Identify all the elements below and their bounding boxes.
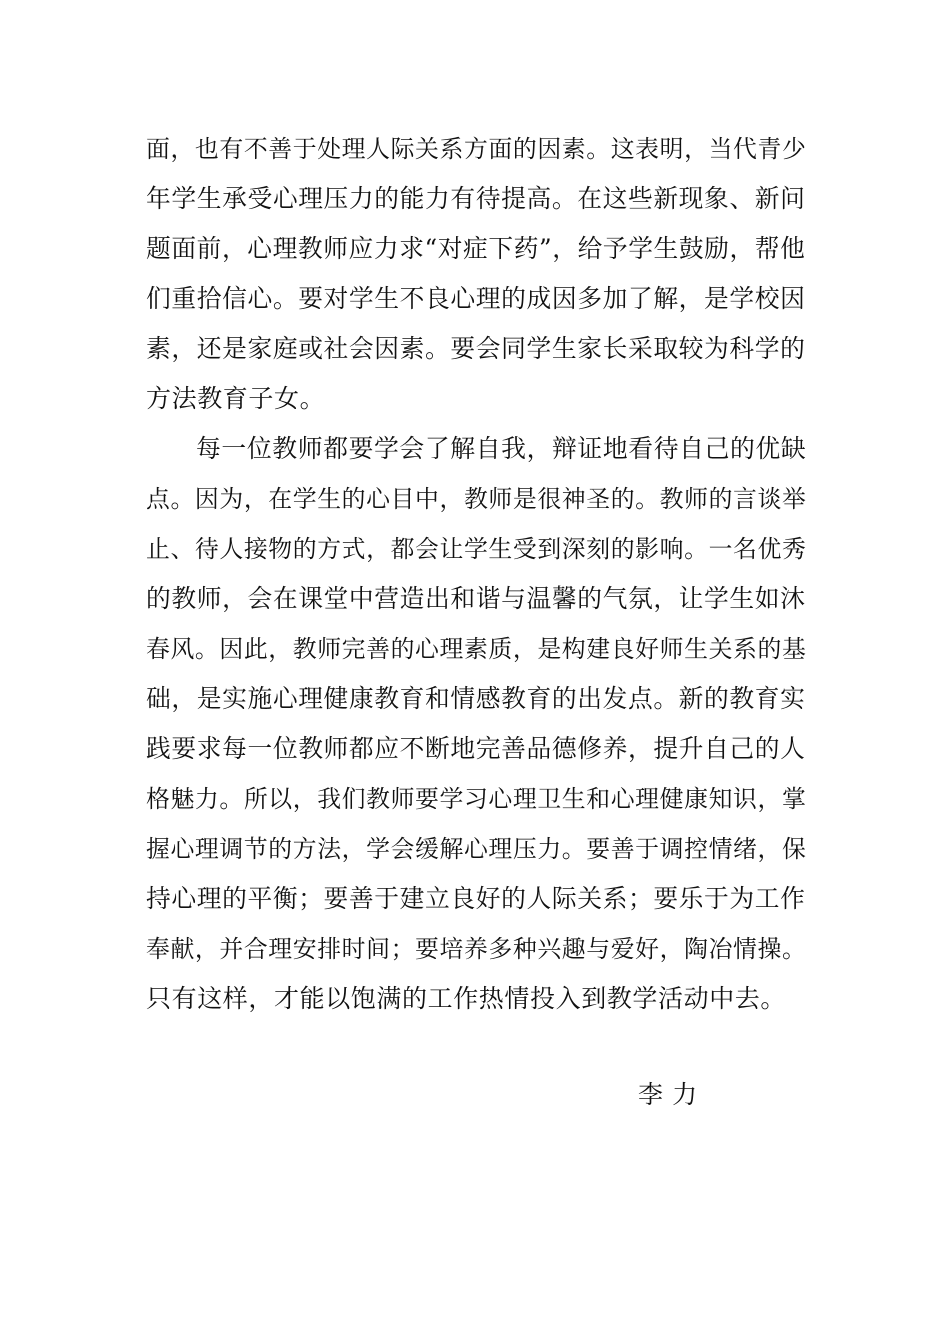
text-line: 方法教育子女。 [146,384,326,413]
text-line: 握心理调节的方法，学会缓解心理压力。要善于调控情绪，保 [146,835,807,863]
text-line: 素，还是家庭或社会因素。要会同学生家长采取较为科学的 [146,334,806,363]
author-signature: 李 力 [638,1080,698,1109]
text-line: 格魅力。所以，我们教师要学习心理卫生和心理健康知识，掌 [146,785,807,813]
text-line: 持心理的平衡；要善于建立良好的人际关系；要乐于为工作 [146,884,806,913]
text-line: 面，也有不善于处理人际关系方面的因素。这表明，当代青少 [146,135,807,163]
text-line: 止、待人接物的方式，都会让学生受到深刻的影响。一名优秀 [146,535,807,563]
text-line: 只有这样，才能以饱满的工作热情投入到教学活动中去。 [146,984,787,1013]
text-line: 年学生承受心理压力的能力有待提高。在这些新现象、新问 [146,184,806,213]
text-line: 践要求每一位教师都应不断地完善品德修养，提升自己的人 [146,734,806,763]
text-line: 春风。因此，教师完善的心理素质，是构建良好师生关系的基 [146,635,807,663]
text-line: 们重拾信心。要对学生不良心理的成因多加了解，是学校因 [146,284,806,313]
text-line: 奉献，并合理安排时间；要培养多种兴趣与爱好，陶冶情操。 [146,935,807,963]
text-line: 题面前，心理教师应力求“对症下药”，给予学生鼓励，帮他 [146,234,806,263]
text-line: 的教师，会在课堂中营造出和谐与温馨的气氛，让学生如沐 [146,584,806,613]
text-line: 础，是实施心理健康教育和情感教育的出发点。新的教育实 [146,684,806,713]
text-line: 每一位教师都要学会了解自我，辩证地看待自己的优缺 [196,434,807,463]
text-line: 点。因为，在学生的心目中，教师是很神圣的。教师的言谈举 [146,485,807,513]
